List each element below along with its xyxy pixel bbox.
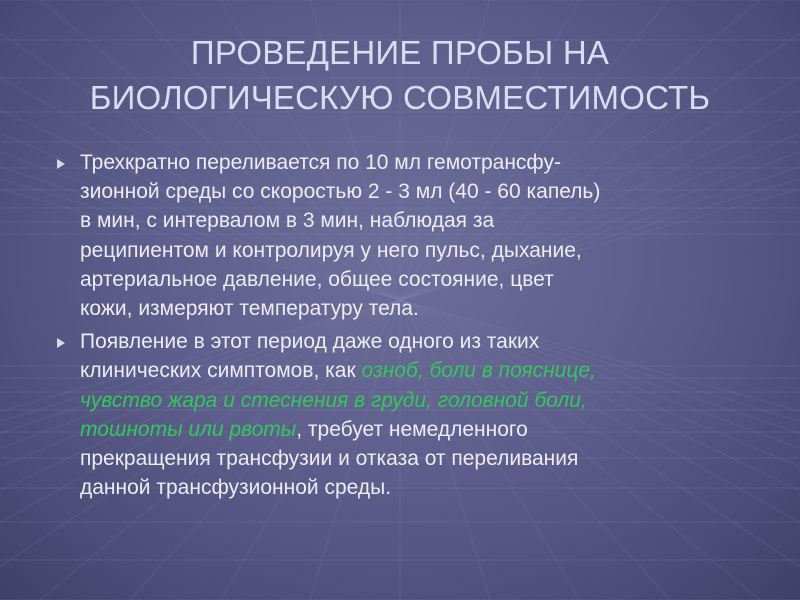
bullet-1-line-4: реципиентом и контролируя у него пульс, дыхание,: [80, 238, 582, 262]
bullet-1-line-5: артериальное давление, общее состояние, цвет: [80, 267, 554, 291]
bullet-1-line-6: кожи, измеряют температуру тела.: [80, 297, 419, 321]
bullet-2-line-1: Появление в этот период даже одного из таких: [80, 330, 540, 354]
bullet-2-line-6: данной трансфузионной среды.: [80, 476, 392, 500]
bullet-2-line-3: [80, 386, 750, 415]
title-line-2: БИОЛОГИЧЕСКУЮ СОВМЕСТИМОСТЬ: [89, 79, 711, 116]
bullet-item-procedure: [50, 148, 750, 323]
bullet-2-line-4: [80, 415, 750, 444]
bullet-list: [50, 148, 750, 506]
bullet-2-line-5: прекращения трансфузии и отказа от переливания: [80, 447, 579, 471]
bullet-2-text: клинических симптомов, как: [80, 359, 362, 383]
bullet-1-line-2: зионной среды со скоростью 2 - 3 мл (40 - 60 капель): [80, 180, 601, 204]
bullet-1-line-1: Трехкратно переливается по 10 мл гемотрансфу-: [80, 151, 561, 174]
bullet-1-line-3: в мин, с интервалом в 3 мин, наблюдая за: [80, 209, 495, 233]
slide-title: [40, 30, 760, 120]
bullet-2-text: , требует немедленного: [296, 417, 528, 441]
title-line-1: ПРОВЕДЕНИЕ ПРОБЫ НА: [190, 34, 610, 71]
bullet-arrow-icon: [57, 338, 65, 348]
bullet-2-line-2: [80, 356, 750, 385]
bullet-item-symptoms: [50, 327, 750, 502]
symptom-highlight: озноб, боли в пояснице,: [361, 359, 596, 383]
symptom-highlight: тошноты или рвоты: [80, 417, 297, 441]
bullet-arrow-icon: [57, 159, 65, 169]
symptom-highlight: чувство жара и стеснения в груди, головной боли,: [80, 388, 587, 412]
